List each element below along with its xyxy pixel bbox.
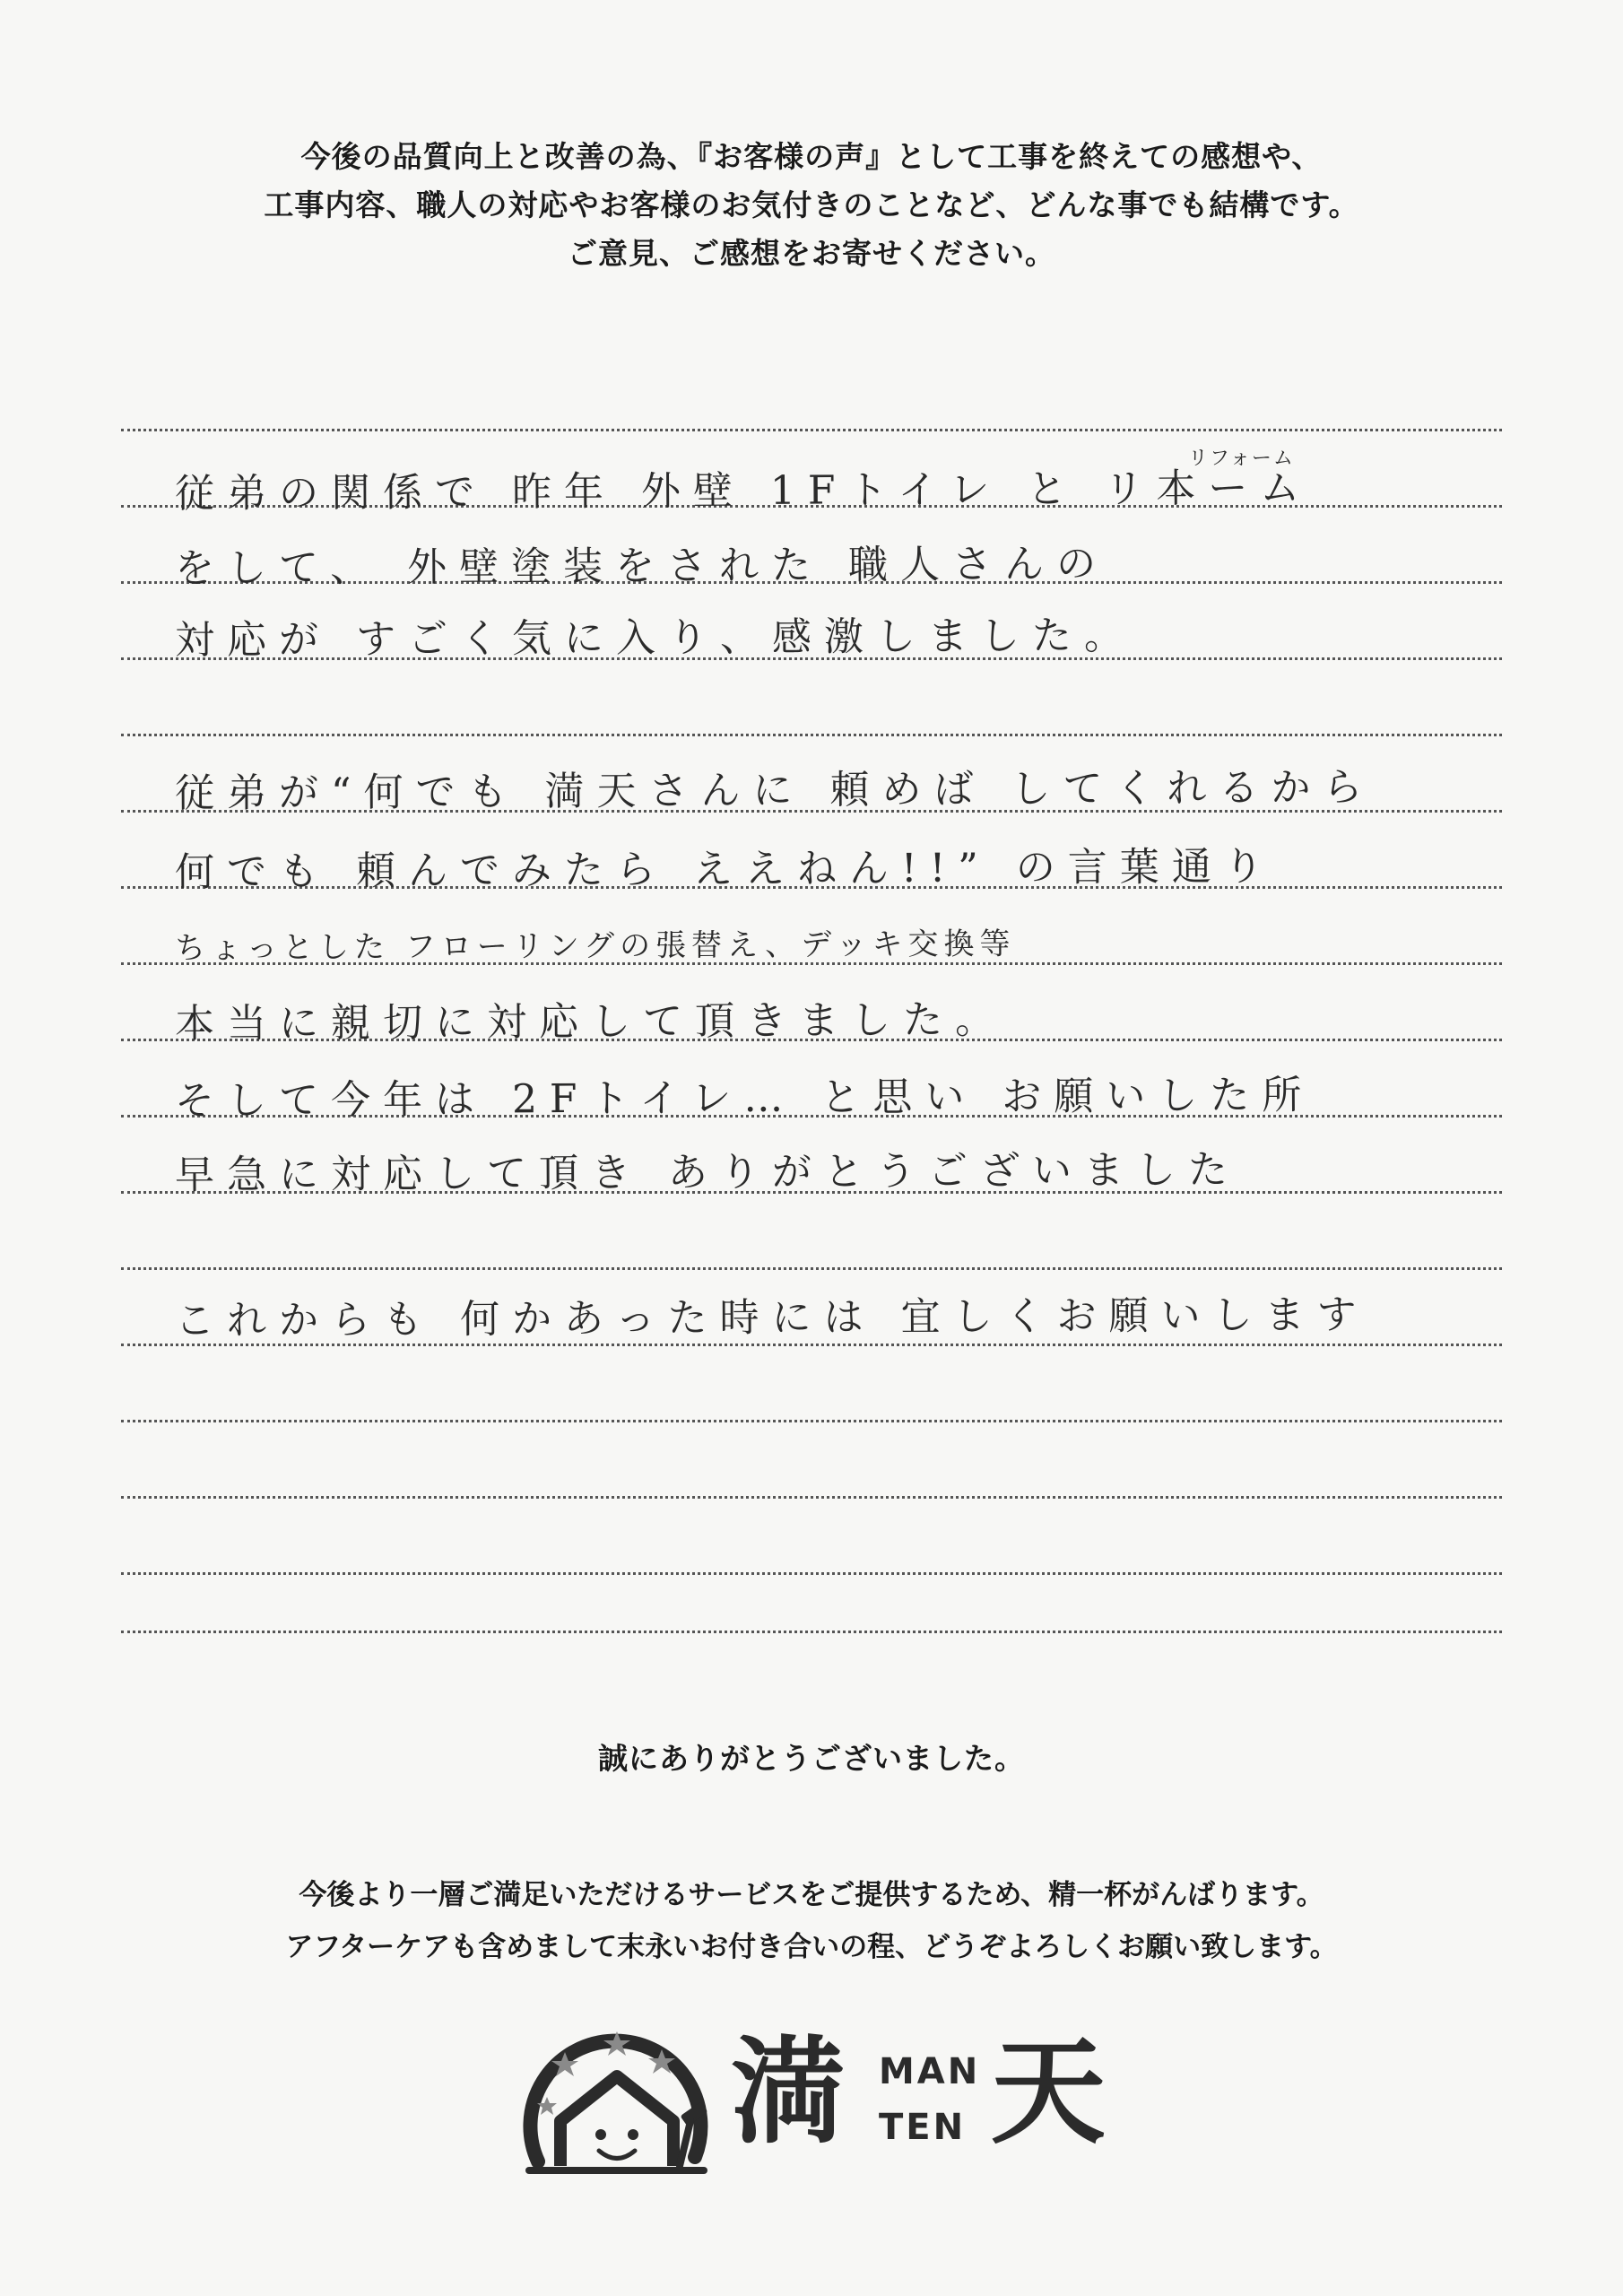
house-emblem-icon (511, 2009, 726, 2197)
ruled-line (121, 1267, 1502, 1270)
handwritten-line-3: 対応が すごく気に入り、感激しました。 (174, 613, 1137, 664)
intro-line-3: ご意見、ご感想をお寄せください。 (568, 236, 1055, 271)
ruled-line (121, 1572, 1502, 1575)
handwritten-line-4: 従弟が“何でも 満天さんに 頼めば してくれるから (174, 764, 1376, 817)
intro-line-1: 今後の品質向上と改善の為、『お客様の声』として工事を終えての感想や、 (300, 139, 1323, 174)
ruled-line (121, 429, 1502, 431)
intro-text (0, 133, 1623, 278)
logo-kanji-ten: 天 (991, 2026, 1107, 2160)
handwritten-line-5: 何でも 頼んでみたら ええねん!!” の言葉通り (174, 843, 1276, 896)
thanks-message: 誠にありがとうございました。 (598, 1741, 1025, 1776)
logo-kanji-man: 満 (731, 2026, 846, 2160)
ruled-line (121, 734, 1502, 736)
closing-line-1: 今後より一層ご満足いただけるサービスをご提供するため、精一杯がんばります。 (299, 1879, 1324, 1911)
manten-logo (511, 2009, 1130, 2197)
closing-text (0, 1869, 1623, 1973)
handwritten-response-area (121, 429, 1502, 1631)
handwritten-correction: リフォーム (1188, 448, 1295, 470)
handwritten-line-6: ちょっとした フローリングの張替え、デッキ交換等 (174, 926, 1016, 967)
closing-line-2: アフターケアも含めまして末永いお付き合いの程、どうぞよろしくお願い致します。 (285, 1931, 1338, 1963)
intro-line-2: 工事内容、職人の対応やお客様のお気付きのことなど、どんな事でも結構です。 (264, 187, 1359, 222)
logo-romaji-man: MAN (879, 2051, 981, 2092)
ruled-line (121, 1420, 1502, 1422)
handwritten-line-8: そして今年は 2Fトイレ… と思い お願いした所 (174, 1072, 1315, 1125)
ruled-line (121, 1631, 1502, 1633)
ruled-line (121, 1344, 1502, 1346)
handwritten-line-10: これからも 何かあった時には 宜しくお願いします (174, 1292, 1369, 1344)
handwritten-line-7: 本当に親切に対応して頂きました。 (174, 996, 1008, 1048)
handwritten-line-2: をして、 外壁塗装をされた 職人さんの (174, 541, 1109, 592)
handwritten-line-1: 従弟の関係で 昨年 外壁 1Fトイレ と リ本ーム (174, 465, 1313, 517)
handwritten-line-9: 早急に対応して頂き ありがとうございました (174, 1146, 1241, 1199)
ruled-line (121, 1496, 1502, 1499)
logo-romaji-ten: TEN (879, 2107, 967, 2148)
